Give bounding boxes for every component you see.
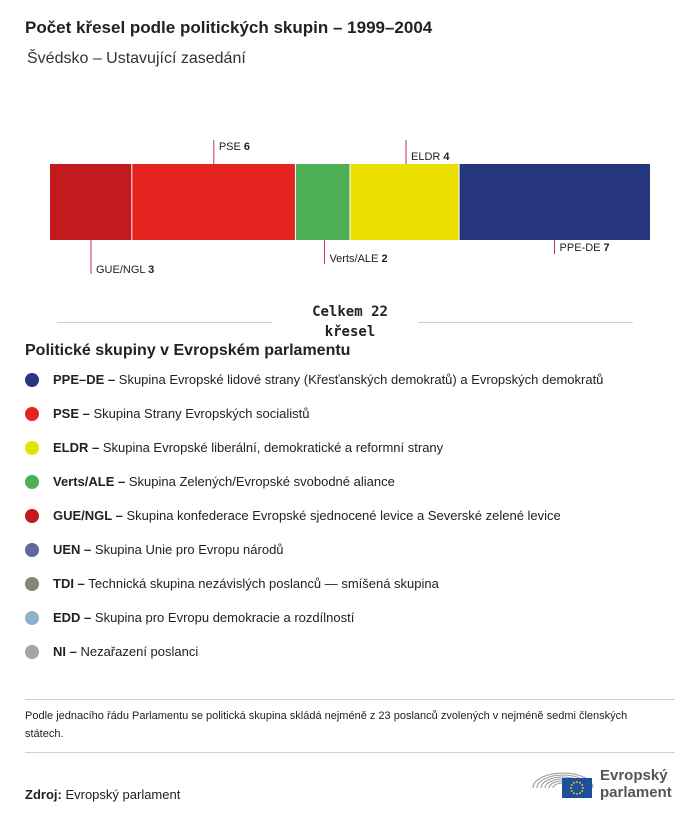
bar-segment-pse (132, 164, 296, 240)
total-divider-right (418, 322, 633, 323)
logo-text-line2: parlament (600, 784, 672, 801)
data-label-eldr: ELDR 4 (411, 151, 450, 163)
legend-swatch (25, 509, 39, 523)
legend-abbr: EDD – (53, 610, 92, 625)
legend-description: Skupina konfederace Evropské sjednocené levice a Severské zelené levice (122, 508, 561, 523)
data-label-verts-ale: Verts/ALE 2 (329, 253, 388, 265)
legend-abbr: NI – (53, 644, 77, 659)
bar-segment-ppe-de (459, 164, 650, 240)
footer-divider-bottom (25, 752, 675, 753)
legend-swatch (25, 475, 39, 489)
footer-divider-top (25, 699, 675, 700)
legend-swatch (25, 373, 39, 387)
legend-abbr: GUE/NGL – (53, 508, 123, 523)
legend-swatch (25, 407, 39, 421)
data-label-ppe-de: PPE-DE 7 (559, 242, 610, 254)
source-line (25, 787, 180, 802)
logo-text (600, 767, 672, 801)
chart-subtitle: Švédsko – Ustavující zasedání (27, 50, 246, 67)
legend-description: Skupina Unie pro Evropu národů (91, 542, 284, 557)
bar-segment-verts-ale (295, 164, 350, 240)
legend-item (25, 576, 439, 591)
legend-swatch (25, 441, 39, 455)
legend-abbr: PPE–DE – (53, 372, 116, 387)
legend-abbr: ELDR – (53, 440, 100, 455)
legend-item (25, 542, 284, 557)
legend-item (25, 644, 198, 659)
chart-title: Počet křesel podle politických skupin – 1999–2004 (25, 18, 433, 37)
source-label: Zdroj: (25, 787, 62, 802)
logo-text-line1: Evropský (600, 767, 668, 784)
footer-note: Podle jednacího řádu Parlamentu se politická skupina skládá nejméně z 23 poslanců zvolených v nejméně sedmi členských státech. (25, 710, 628, 740)
total-divider-left (57, 322, 272, 323)
data-label-gue-ngl: GUE/NGL 3 (96, 264, 155, 276)
legend-title: Politické skupiny v Evropském parlamentu (25, 342, 351, 359)
legend-swatch (25, 645, 39, 659)
legend-description: Nezařazení poslanci (76, 644, 199, 659)
legend-item (25, 610, 354, 625)
legend-description: Skupina Evropské liberální, demokratické a reformní strany (99, 440, 444, 455)
legend-swatch (25, 611, 39, 625)
legend-abbr: UEN – (53, 542, 92, 557)
legend-description: Skupina Zelených/Evropské svobodné aliance (125, 474, 395, 489)
legend-item (25, 440, 443, 455)
legend-description: Skupina Strany Evropských socialistů (89, 406, 310, 421)
legend-item (25, 508, 561, 523)
legend-abbr: Verts/ALE – (53, 474, 126, 489)
legend-swatch (25, 543, 39, 557)
legend-item (25, 474, 395, 489)
legend-description: Technická skupina nezávislých poslanců — smíšená skupina (84, 576, 439, 591)
total-seats-line2: křesel (324, 324, 376, 340)
legend-item (25, 406, 310, 421)
bar-segment-gue-ngl (50, 164, 132, 240)
source-value: Evropský parlament (65, 787, 181, 802)
total-seats (280, 302, 420, 342)
legend-description: Skupina Evropské lidové strany (Křesťanských demokratů) a Evropských demokratů (115, 372, 604, 387)
legend-swatch (25, 577, 39, 591)
data-label-pse: PSE 6 (218, 141, 251, 153)
legend-description: Skupina pro Evropu demokracie a rozdílností (91, 610, 355, 625)
stacked-bar-chart (0, 0, 700, 300)
bar-segment-eldr (350, 164, 459, 240)
legend-abbr: TDI – (53, 576, 85, 591)
legend-abbr: PSE – (53, 406, 90, 421)
total-seats-line1: Celkem 22 (312, 304, 388, 320)
legend-item (25, 372, 603, 387)
